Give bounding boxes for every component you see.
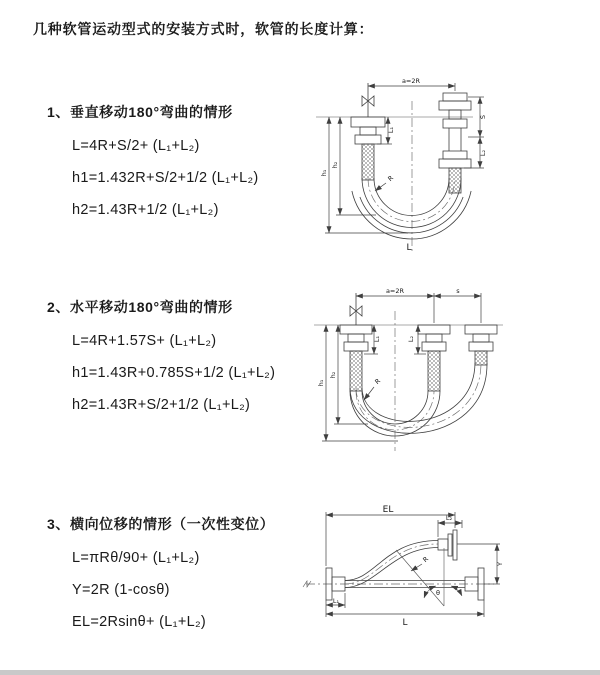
angle-radius-line [396,550,444,606]
section-3-heading: 3、横向位移的情形（一次性变位） [47,516,275,532]
formula-h1: h1=1.432R+S/2+1/2 (L₁+L₂) [72,170,259,186]
section-vertical-movement [47,103,259,226]
hose-u-bend-drawing [340,293,497,436]
hose-s-curve-drawing [326,530,484,606]
section-2-heading: 2、水平移动180°弯曲的情形 [47,299,233,315]
dim-label-l2: L₂ [479,149,487,157]
flange [340,325,372,334]
formula-el: EL=2Rsinθ+ (L₁+L₂) [72,614,207,630]
fitting-nut [443,119,467,128]
dim-label-r: R [386,173,396,183]
fitting-neck [449,110,461,119]
flange [418,325,450,334]
flange [439,101,471,110]
diagram-vertical-bend [308,73,593,258]
formula-length: L=4R+1.57S+ (L₁+L₂) [72,333,217,349]
braided-hose-middle [428,351,440,391]
dim-label-a2r: a=2R [385,287,405,295]
flange [439,159,471,168]
formula-h1: h1=1.43R+0.785S+1/2 (L₁+L₂) [72,365,276,381]
dimensions [326,505,504,628]
hose-centerline-curve [356,363,481,427]
flange [453,530,457,560]
formula-y: Y=2R (1-cosθ) [72,582,170,598]
dim-label-l1: L₁ [332,597,340,605]
hose-curve [350,363,487,433]
fitting-nut [344,342,368,351]
braided-hose-right [475,351,487,365]
dim-label-h1: h₁ [320,169,328,177]
dim-label-l1: L₁ [373,335,381,343]
dim-label-h2: h₂ [331,161,339,169]
dim-label-l1: L₁ [387,126,395,134]
diagram-horizontal-bend [308,283,593,463]
dim-label-el: EL [382,505,394,515]
dim-label-s: s [456,287,460,295]
diagram-lateral-displacement [298,498,598,663]
section-horizontal-movement [47,298,275,421]
dim-label-h1: h₁ [317,379,325,387]
section-lateral-displacement [47,515,274,638]
flange [465,325,497,334]
dim-label-s: S [479,114,487,120]
dim-label-y: Y [496,562,504,566]
braided-hose-right [449,168,461,193]
fitting-neck [473,334,489,342]
fitting-nut [443,151,467,159]
dimensions [317,287,481,441]
fitting-nut [422,342,446,351]
hose-arc [362,178,461,227]
braided-hose-left [350,351,362,391]
dim-label-r: R [421,554,431,564]
fitting-neck [426,334,442,342]
flange [448,534,452,556]
fitting-neck [360,127,376,135]
dim-label-l2: L₂ [445,514,453,522]
fitting-nut [469,342,493,351]
section-1-heading: 1、垂直移动180°弯曲的情形 [47,104,233,120]
dim-label-l: L [402,618,408,628]
fitting-nut [355,135,381,144]
hose-curve [345,548,438,588]
dim-label-r: R [373,376,383,386]
fitting-nut [443,93,467,101]
formula-h2: h2=1.43R+S/2+1/2 (L₁+L₂) [72,397,251,413]
dim-label-l2: L₂ [407,335,415,343]
braided-hose-left [362,144,374,180]
scan-edge [0,670,600,675]
fitting-hub [438,539,448,550]
page-title: 几种软管运动型式的安装方式时，软管的长度计算： [33,21,374,37]
dim-label-theta: θ [436,589,440,597]
hose-curve [362,363,475,421]
formula-length: L=πRθ/90+ (L₁+L₂) [72,550,200,566]
fitting-neck [348,334,364,342]
formula-length: L=4R+S/2+ (L₁+L₂) [72,138,200,154]
flange [351,117,385,127]
formula-h2: h2=1.43R+1/2 (L₁+L₂) [72,202,219,218]
dim-label-a2r: a=2R [401,77,421,85]
dim-label-l: L [406,243,412,253]
hose-u-bend-drawing [351,83,471,239]
dim-label-h2: h₂ [329,371,337,379]
